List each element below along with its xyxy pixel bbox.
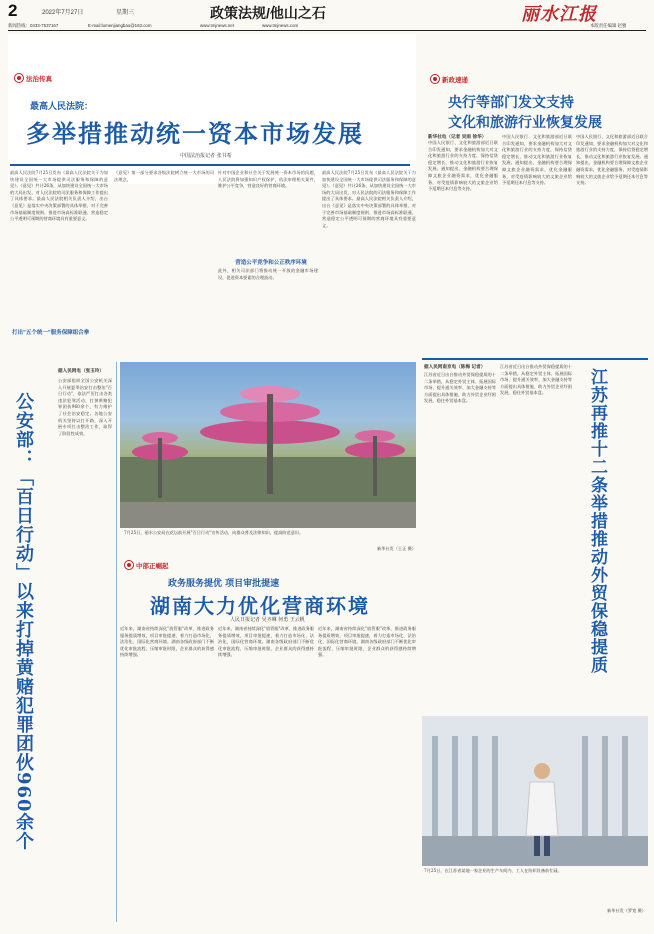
right-body-col1: 中国人民银行、文化和旅游部近日联合印发通知，要求金融机构加大对文化和旅游行业的支持力度，保持信贷稳定增长，推动文化和旅游行业恢复发展。通知提出，金融机构要合理保障文旅企业融资需求，优化金融服务，对受疫情影响较大的文旅企业给予延期还本付息等支持。 (428, 140, 498, 192)
left-body-col3: 针对中国企业和社会关于发展统一资本市场的问题，人民法院将加强知识产权保护，依法审理相关案件，维护公平竞争，营造良好的营商环境。 (218, 170, 318, 189)
right-headline-2: 文化和旅游行业恢复发展 (448, 115, 602, 131)
issue-date: 2022年7月27日 (42, 10, 84, 16)
section-title: 政策法规/他山之石 (210, 5, 326, 21)
mid-body-col3: 近年来，湖南省持续深化"放管服"改革，推进政务服务提质增效，项目审批提速，着力打造市场化、法治化、国际化营商环境。湖南各级政府部门不断优化审批流程，压缩审批时限，企业群众的获得感持续增强。 (318, 626, 416, 658)
news-hotline: 新闻热线：0433-7537167 (8, 23, 59, 28)
tag-law (14, 73, 52, 83)
tag-central-label: 中部正崛起 (136, 562, 169, 570)
page-editor: 本版责任编辑 赵雅 (590, 23, 627, 28)
jiangsu-headline: 江苏再推十二条举措推动外贸保稳提质 (587, 368, 607, 674)
header-rule (8, 30, 646, 31)
tag-dot-icon (124, 560, 134, 570)
newspaper-masthead: 丽水江报 (521, 4, 597, 25)
right-divider (422, 358, 648, 360)
mid-body-col1: 近年来，湖南省持续深化"放管服"改革，推进政务服务提质增效，项目审批提速，着力打造市场化、法治化、国际化营商环境。湖南各级政府部门不断优化审批流程，压缩审批时限，企业群众的获得感持续增强。 (120, 626, 214, 658)
photo-1-credit: 新华社发（王正 摄） (376, 546, 416, 551)
mid-byline: 人民日报记者 吴齐琳 何勇 王云帆 (230, 617, 305, 623)
ministry-headline: 公安部：「百日行动」以来打掉黄赌犯罪团伙960余个 (13, 392, 34, 851)
tag-policy (430, 74, 468, 84)
left-body-col1: 最高人民法院7月25日发布《最高人民法院关于为加快建设全国统一大市场提供司法服务和保障的意见》。《意见》共计26条，从加快建设全国统一大市场的大局出发，对人民法院的司法服务和保障工作提出了具体要求。最高人民法院相关负责人介绍，出台《意见》是落实中央决策部署的具体举措，对于完善市场基础制度规则、推进市场高标准联通、营造稳定公平透明可预期的营商环境具有重要意义。 (10, 170, 108, 222)
left-divider (10, 164, 410, 166)
left-subhead-2: 营造公平竞争和公正秩序环境 (235, 260, 307, 266)
photo-factory (422, 716, 648, 866)
photo-2-credit: 新华社发（罗宽 摄） (606, 908, 646, 913)
jiangsu-byline: 据人民网南京电（陈梅 记者） (424, 365, 486, 370)
mid-body-col2: 近年来，湖南省持续深化"放管服"改革，推进政务服务提质增效，项目审批提速，着力打造市场化、法治化、国际化营商环境。湖南各级政府部门不断优化审批流程，压缩审批时限，企业群众的获得感持续增强。 (218, 626, 314, 658)
photo-2-caption: 7月25日，在江苏省某地一家企业的生产车间内，工人在纺织设备前忙碌。 (424, 868, 562, 873)
right-body-col3: 中国人民银行、文化和旅游部近日联合印发通知，要求金融机构加大对文化和旅游行业的支持力度，保持信贷稳定增长，推动文化和旅游行业恢复发展。通知提出，金融机构要合理保障文旅企业融资需求，优化金融服务，对受疫情影响较大的文旅企业给予延期还本付息等支持。 (576, 134, 648, 186)
photo-factory-illustration (422, 716, 648, 866)
issue-weekday: 星期三 (116, 10, 135, 16)
contact-email: E-mail:lumenjiangbao@163.com (88, 23, 152, 28)
tag-central (124, 560, 169, 570)
left-byline: 中国法治报记者 张书希 (180, 153, 232, 159)
photo-flower-display (120, 362, 416, 528)
left-body-col4: 最高人民法院7月25日发布《最高人民法院关于为加快建设全国统一大市场提供司法服务和保障的意见》。《意见》共计26条，从加快建设全国统一大市场的大局出发，对人民法院的司法服务和保障工作提出了具体要求。最高人民法院相关负责人介绍，出台《意见》是落实中央决策部署的具体举措，对于完善市场基础制度规则、推进市场高标准联通、营造稳定公平透明可预期的营商环境具有重要意义。 (322, 170, 416, 228)
left-headline: 多举措推动统一资本市场发展 (26, 119, 364, 148)
website-link[interactable]: www.tmjnews.net (200, 23, 234, 28)
ministry-body: 公安部组织全国公安机关深入开展夏季治安打击整治"百日行动"，依法严厉打击各类违法犯罪活动，打掉黄赌犯罪团伙960余个，有力维护了社会治安稳定。各地公安机关坚持以打开路，深入开展专项打击整治工作，取得了阶段性成效。 (58, 378, 112, 436)
tag-dot-icon (14, 73, 24, 83)
left-body-col3b: 此外，相关司法部门将推动统一开放的金融市场建设，促进资本要素的合理流动。 (218, 268, 318, 280)
left-kicker: 最高人民法院： (30, 102, 94, 112)
left-body-col2: 《意见》第一部分要求各级法院树立统一大市场的司法理念。 (114, 170, 214, 182)
ministry-byline: 据人民网电（张玉玲） (58, 369, 104, 374)
photo-flower-illustration (120, 362, 416, 528)
tag-law-label: 法治传真 (26, 75, 52, 83)
jiangsu-body-col2: 江苏省近日出台推动外贸保稳提质的十二条举措，从稳定外贸主体、拓展国际市场、提升通关效率、加大金融支持等方面提出具体措施，助力外贸企业纾困发展，稳住外贸基本盘。 (500, 364, 572, 396)
photo-1-caption: 7月25日，丽水公安局在花坛前开展"百日行动"宣传活动，向群众普及法律知识，提高防范意识。 (124, 530, 304, 535)
right-headline-1: 央行等部门发文支持 (448, 95, 574, 111)
right-byline: 新华社电（记者 吴雨 徐华） (428, 135, 487, 140)
jiangsu-body-col1: 江苏省近日出台推动外贸保稳提质的十二条举措，从稳定外贸主体、拓展国际市场、提升通关效率、加大金融支持等方面提出具体措施，助力外贸企业纾困发展，稳住外贸基本盘。 (424, 372, 496, 404)
website-link-2[interactable]: www.tmjnews.com (262, 23, 299, 28)
mid-headline: 湖南大力优化营商环境 (150, 594, 370, 618)
left-subhead-1: 打出"五个统一"服务保障组合拳 (12, 330, 90, 336)
tag-policy-label: 新政速递 (442, 76, 468, 84)
page-number: 2 (8, 1, 18, 20)
right-body-col2: 中国人民银行、文化和旅游部近日联合印发通知，要求金融机构加大对文化和旅游行业的支持力度，保持信贷稳定增长，推动文化和旅游行业恢复发展。通知提出，金融机构要合理保障文旅企业融资需求，优化金融服务，对受疫情影响较大的文旅企业给予延期还本付息等支持。 (502, 134, 572, 186)
tag-dot-icon (430, 74, 440, 84)
mid-kicker: 政务服务提优 项目审批提速 (168, 579, 280, 589)
